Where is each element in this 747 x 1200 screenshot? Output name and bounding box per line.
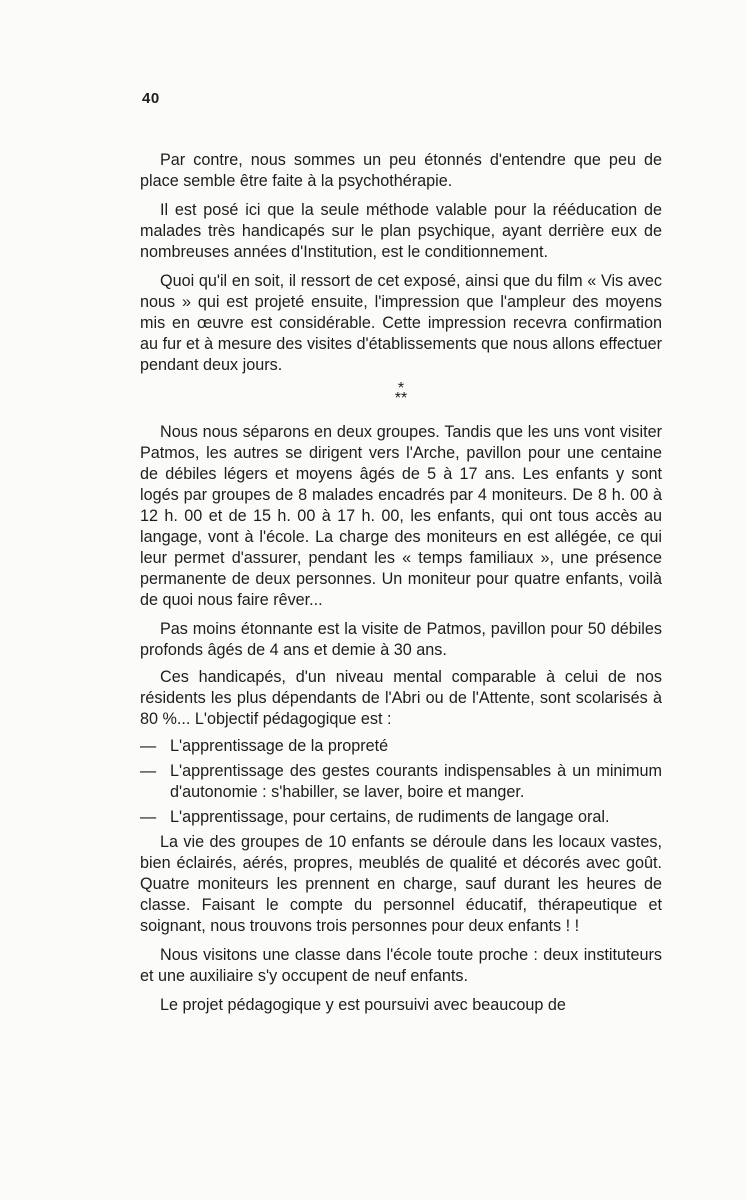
list-item xyxy=(140,736,662,757)
list-item-text: L'apprentissage des gestes courants indispensables à un minimum d'autonomie : s'habiller, se laver, boire et manger. xyxy=(170,762,662,801)
page-number: 40 xyxy=(142,90,160,107)
list-item-text: L'apprentissage, pour certains, de rudiments de langage oral. xyxy=(170,808,610,826)
list-item xyxy=(140,807,662,828)
paragraph: Pas moins étonnante est la visite de Patmos, pavillon pour 50 débiles profonds âgés de 4 ans et demie à 30 ans. xyxy=(140,620,662,659)
paragraph: La vie des groupes de 10 enfants se déroule dans les locaux vastes, bien éclairés, aérés, propres, meublés de qualité et décorés avec goût. Quatre moniteurs les prennent en charge, sauf durant les heures de classe. Faisant le compte du personnel éducatif, thérapeutique et soignant, nous trouvons trois personnes pour deux enfants ! ! xyxy=(140,833,662,935)
paragraph: Nous visitons une classe dans l'école toute proche : deux instituteurs et une auxiliaire s'y occupent de neuf enfants. xyxy=(140,946,662,985)
list-item-text: L'apprentissage de la propreté xyxy=(170,737,389,755)
list-dash: — xyxy=(140,737,157,755)
list-item xyxy=(140,761,662,803)
asterism-glyph: * ** xyxy=(394,380,408,407)
paragraph: Par contre, nous sommes un peu étonnés d'entendre que peu de place semble être faite à la psychothérapie. xyxy=(140,151,662,190)
paragraph: Il est posé ici que la seule méthode valable pour la rééducation de malades très handicapés sur le plan psychique, ayant derrière eux de nombreuses années d'Institution, est le conditionnement. xyxy=(140,201,662,261)
list-dash: — xyxy=(140,808,157,826)
paragraph: Le projet pédagogique y est poursuivi avec beaucoup de xyxy=(160,996,566,1014)
asterism-separator xyxy=(140,380,662,418)
text-body xyxy=(140,150,662,1024)
paragraph: Nous nous séparons en deux groupes. Tandis que les uns vont visiter Patmos, les autres se dirigent vers l'Arche, pavillon pour une centaine de débiles légers et moyens âgés de 5 à 17 ans. Les enfants y sont logés par groupes de 8 malades encadrés par 4 moniteurs. De 8 h. 00 à 12 h. 00 et de 15 h. 00 à 17 h. 00, les enfants, qui ont tous accès au langage, vont à l'école. La charge des moniteurs en est allégée, ce qui leur permet d'assurer, pendant les « temps familiaux », une présence permanente de deux personnes. Un moniteur pour quatre enfants, voilà de quoi nous faire rêver... xyxy=(140,423,662,609)
paragraph: Ces handicapés, d'un niveau mental comparable à celui de nos résidents les plus dépendants de l'Abri ou de l'Attente, sont scolarisés à 80 %... L'objectif pédagogique est : xyxy=(140,668,662,728)
paragraph: Quoi qu'il en soit, il ressort de cet exposé, ainsi que du film « Vis avec nous » qui est projeté ensuite, l'impression que l'ampleur des moyens mis en œuvre est considérable. Cette impression recevra confirmation au fur et à mesure des visites d'établissements que nous allons effectuer pendant deux jours. xyxy=(140,272,662,374)
list-dash: — xyxy=(140,762,157,780)
